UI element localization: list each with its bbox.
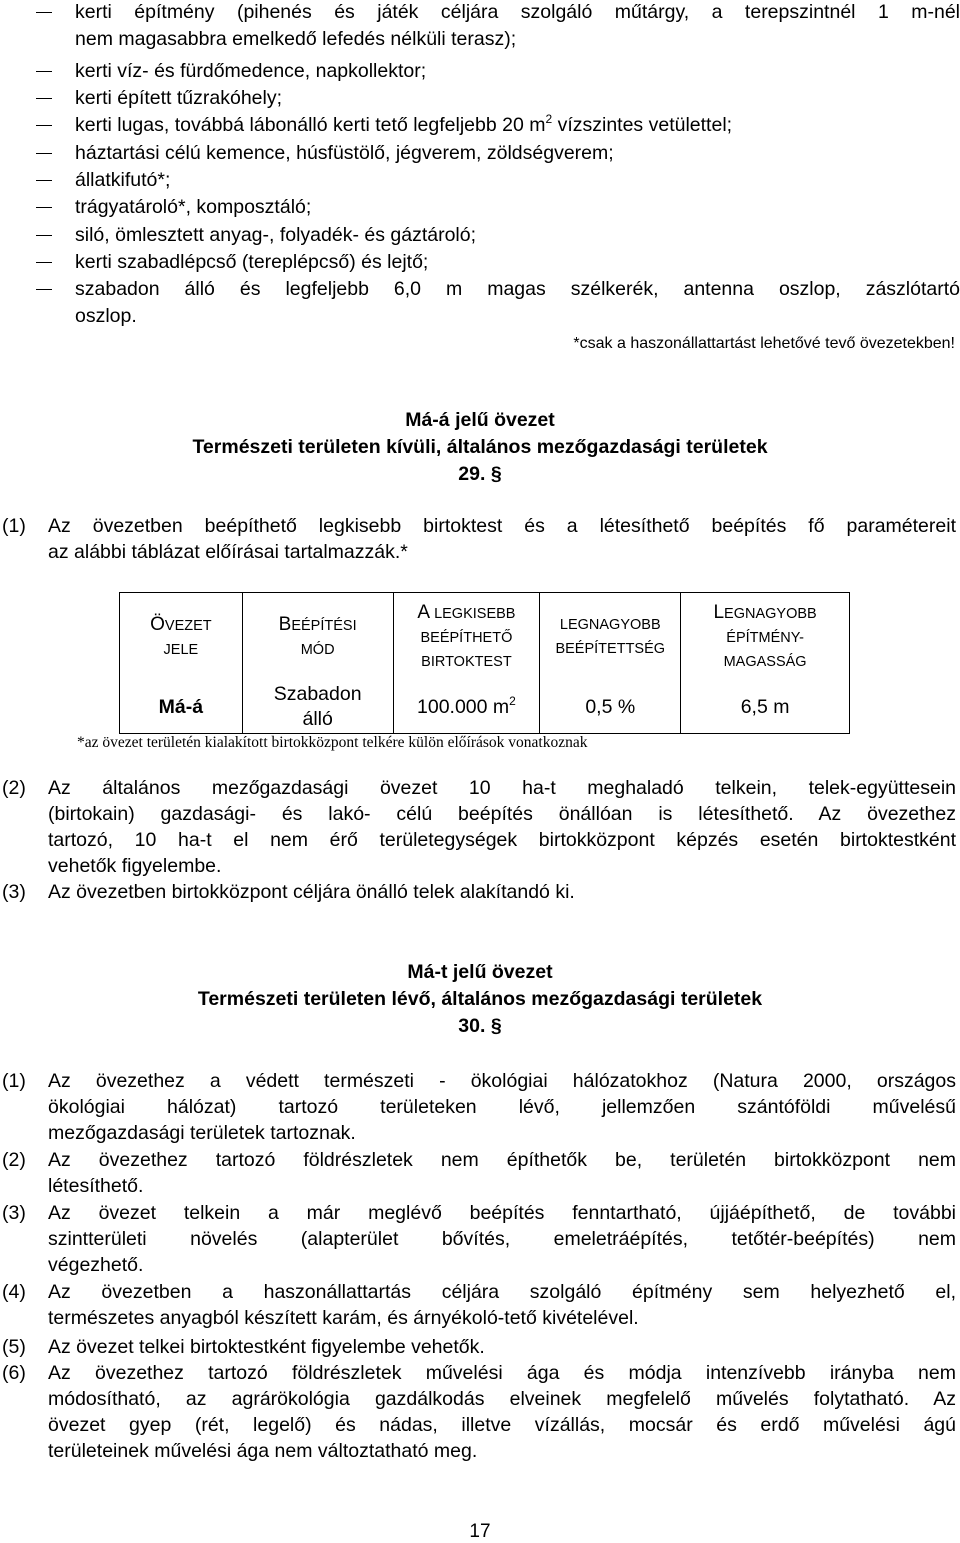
dash-bullet-icon: [36, 180, 52, 181]
section-number-text: 29.: [458, 463, 486, 485]
list-item: [0, 249, 960, 276]
paragraph-text: [48, 775, 956, 879]
section-number-text: 30.: [458, 1015, 486, 1037]
table-header-cell: [242, 593, 393, 682]
paragraph-line: az alábbi táblázat előírásai tartalmazzák.*: [48, 541, 408, 563]
paragraph-text: [48, 1147, 956, 1199]
header-text: EÉPÍTÉSI: [291, 617, 357, 634]
cell-value: 100.000 m: [417, 695, 510, 718]
paragraph-sign: §: [490, 1015, 502, 1037]
list-item-text: háztartási célú kemence, húsfüstölő, jégverem, zöldségverem;: [75, 142, 614, 164]
paragraph-text: [48, 513, 956, 565]
paragraph-line: természetes anyagból készített karám, és árnyékoló-tető kivételével.: [48, 1307, 639, 1329]
paragraph-line: (birtokain) gazdasági- és lakó- célú beépítés önállóan is létesíthető. Az övezethez: [48, 803, 956, 825]
header-text: BEÉPÍTETTSÉG: [555, 641, 666, 657]
table-header-cell: [540, 593, 681, 682]
section-heading: [0, 407, 960, 488]
list-item: [0, 85, 960, 112]
paragraph-number: (6): [2, 1362, 26, 1384]
section-subtitle: Természeti területen lévő, általános mezőgazdasági területek: [197, 988, 763, 1010]
paragraph: [0, 1200, 956, 1278]
table-cell-coverage: 0,5 %: [540, 681, 681, 734]
paragraph-line: mezőgazdasági területek tartoznak.: [48, 1122, 356, 1144]
cell-line: Szabadon: [273, 683, 362, 705]
dash-bullet-icon: [36, 153, 52, 154]
list-item-text: kerti épített tűzrakóhely;: [75, 87, 283, 109]
table-cell-zone: Má-á: [120, 681, 243, 734]
paragraph-line: vehetők figyelembe.: [48, 855, 222, 877]
list-item-text: vízszintes vetülettel;: [552, 114, 733, 136]
paragraph-line: Az övezet telkein a már meglévő beépítés fenntartható, újjáépíthető, de további: [48, 1202, 956, 1224]
paragraph: [0, 1147, 956, 1199]
paragraph-number: (3): [2, 1202, 26, 1224]
paragraph-number: (3): [2, 881, 26, 903]
header-cap: A: [417, 601, 431, 623]
header-cap: B: [278, 613, 292, 635]
table-footnote: *az övezet területén kialakított birtokközpont telkére külön előírások vonatkoznak: [77, 734, 588, 751]
paragraph-number: (5): [2, 1336, 26, 1358]
paragraph-line: ökológiai hálózat) tartozó területeken lévő, jellemzően szántóföldi művelésű: [48, 1096, 956, 1118]
table-cell-mode: [242, 681, 393, 734]
list-item-text: trágyatároló*, komposztáló;: [75, 196, 312, 218]
paragraph: [0, 879, 956, 905]
cell-line: álló: [302, 708, 333, 730]
paragraph-text: [48, 1279, 956, 1331]
paragraph-line: Az övezetben beépíthető legkisebb birtoktest és a létesíthető beépítés fő paramétereit: [48, 515, 956, 537]
dash-bullet-icon: [36, 12, 52, 13]
list-item-text: siló, ömlesztett anyag-, folyadék- és gáztároló;: [75, 224, 477, 246]
paragraph-line: Az általános mezőgazdasági övezet 10 ha-t meghaladó telkein, telek-együttesein: [48, 777, 956, 799]
list-item: [0, 0, 960, 53]
list-item-text: kerti víz- és fürdőmedence, napkollektor;: [75, 60, 427, 82]
dash-bullet-icon: [36, 289, 52, 290]
dash-bullet-icon: [36, 235, 52, 236]
section-heading: [0, 959, 960, 1040]
table-header-cell: [393, 593, 540, 682]
paragraph-number: (2): [2, 1149, 26, 1171]
header-text: JELE: [163, 641, 199, 658]
paragraph: [0, 1334, 956, 1360]
dash-bullet-icon: [36, 262, 52, 263]
paragraph-number: (1): [2, 1070, 26, 1092]
list-item-text: oszlop.: [75, 305, 137, 328]
page-number: 17: [469, 1521, 491, 1542]
list-item-text: szabadon álló és legfeljebb 6,0 m magas szélkerék, antenna oszlop, zászlótartó: [75, 278, 960, 300]
table-header-row: [120, 593, 850, 682]
paragraph-number: (4): [2, 1281, 26, 1303]
paragraph-line: tartozó, 10 ha-t el nem érő területegységek birtokközpont képzés esetén birtoktestként: [48, 829, 956, 851]
paragraph-text: [48, 1360, 956, 1464]
dash-bullet-icon: [36, 125, 52, 126]
paragraph: [0, 1279, 956, 1331]
dash-bullet-icon: [36, 207, 52, 208]
paragraph-text: [48, 879, 956, 905]
header-text: LEGKISEBB: [430, 605, 516, 622]
list-item: [0, 194, 960, 221]
paragraph-line: Az övezethez tartozó földrészletek nem építhetők be, területén birtokközpont nem: [48, 1149, 956, 1171]
list-item: [0, 140, 960, 167]
paragraph-line: végezhető.: [48, 1254, 144, 1276]
list-item-text: állatkifutó*;: [75, 169, 171, 191]
paragraph-text: [48, 1334, 956, 1360]
paragraph-line: Az övezetben birtokközpont céljára önálló telek alakítandó ki.: [48, 881, 575, 903]
section-title: Má-á jelű övezet: [405, 409, 555, 431]
paragraph: [0, 1360, 956, 1464]
list-item-text: kerti lugas, továbbá lábonálló kerti tető legfeljebb 20 m: [75, 114, 546, 136]
superscript: 2: [509, 693, 516, 708]
header-cap: Ö: [150, 613, 165, 635]
paragraph: [0, 775, 956, 879]
header-text: VEZET: [164, 617, 212, 634]
list-item: [0, 58, 960, 85]
section-subtitle: Természeti területen kívüli, általános mezőgazdasági területek: [192, 436, 768, 458]
header-text: MAGASSÁG: [723, 653, 807, 670]
list-item-text: kerti építmény (pihenés és játék céljára szolgáló műtárgy, a terepszintnél 1 m-nél: [75, 1, 960, 23]
dash-bullet-icon: [36, 71, 52, 72]
list-item-text: nem magasabbra emelkedő lefedés nélküli terasz);: [75, 28, 517, 51]
table-header-cell: [120, 593, 243, 682]
section-number: [0, 461, 960, 488]
paragraph-line: módosítható, az agrárökológia gazdálkodás elveinek megfelelő művelés folytatható. Az: [48, 1388, 956, 1410]
table-cell-min-lot: [393, 681, 540, 734]
paragraph-line: szintterületi növelés (alapterület bővítés, emeletráépítés, tetőtér-beépítés) nem: [48, 1228, 956, 1250]
list-item-text: kerti szabadlépcső (tereplépcső) és lejtő;: [75, 251, 429, 273]
paragraph-line: területeinek művelési ága nem változtatható meg.: [48, 1440, 478, 1462]
paragraph-number: (2): [2, 777, 26, 799]
superscript: 2: [545, 112, 553, 126]
paragraph-line: Az övezethez a védett természeti - ökológiai hálózatokhoz (Natura 2000, országos: [48, 1070, 956, 1092]
header-text: MÓD: [300, 641, 335, 658]
list-item: [0, 112, 960, 139]
table-row: [120, 681, 850, 734]
header-text: BEÉPÍTHETŐ: [420, 629, 513, 646]
paragraph-text: [48, 1200, 956, 1278]
paragraph-line: létesíthető.: [48, 1175, 144, 1197]
header-text: BIRTOKTEST: [421, 653, 512, 670]
paragraph-line: Az övezet telkei birtoktestként figyelembe vehetők.: [48, 1336, 485, 1358]
header-text: LEGNAGYOBB: [559, 617, 661, 633]
header-cap: L: [713, 601, 725, 623]
paragraph-line: Az övezethez tartozó földrészletek művelési ága és módja intenzívebb irányba nem: [48, 1362, 956, 1384]
paragraph-line: Az övezetben a haszonállattartás céljára szolgáló építmény sem helyezhető el,: [48, 1281, 956, 1303]
list-item: [0, 276, 960, 330]
section-number: [0, 1013, 960, 1040]
paragraph: [0, 1068, 956, 1146]
parameter-table: [119, 592, 850, 734]
table-cell-height: 6,5 m: [681, 681, 850, 734]
bullet-footnote: *csak a haszonállattartást lehetővé tevő övezetekben!: [573, 335, 955, 352]
dash-bullet-icon: [36, 98, 52, 99]
list-item: [0, 167, 960, 194]
paragraph-sign: §: [490, 463, 502, 485]
paragraph-number: (1): [2, 515, 26, 537]
section-title: Má-t jelű övezet: [407, 961, 553, 983]
table-header-cell: [681, 593, 850, 682]
header-text: EGNAGYOBB: [724, 605, 817, 622]
header-text: ÉPÍTMÉNY-: [726, 629, 804, 646]
paragraph-text: [48, 1068, 956, 1146]
paragraph-line: övezet gyep (rét, legelő) és nádas, illetve vízállás, mocsár és erdő művelési ágú: [48, 1414, 956, 1436]
paragraph: [0, 513, 956, 565]
list-item: [0, 222, 960, 249]
